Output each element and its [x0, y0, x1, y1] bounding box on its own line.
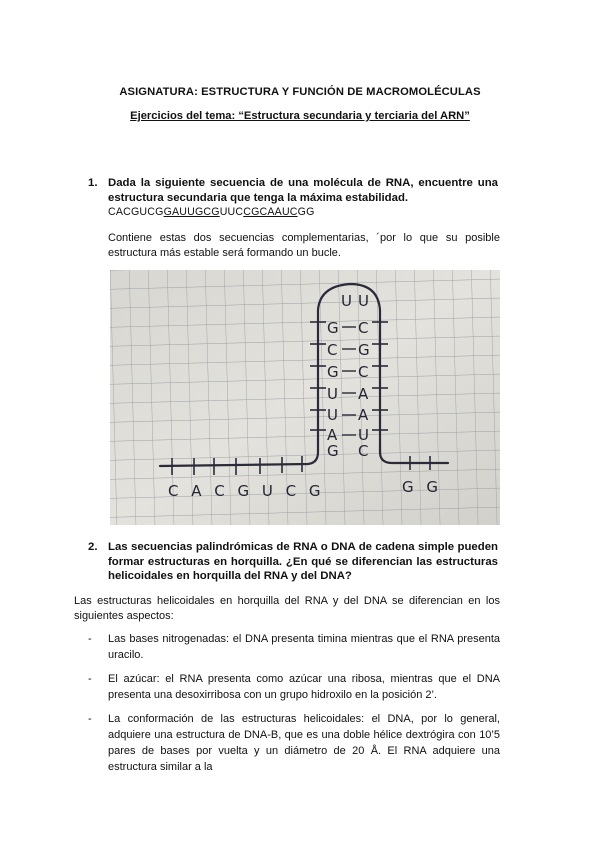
left-arm-base-7: G: [327, 442, 339, 460]
hairpin-photo: [110, 270, 500, 525]
page-title: ASIGNATURA: ESTRUCTURA Y FUNCIÓN DE MACROMOLÉCULAS: [119, 86, 481, 98]
bullet-2: El azúcar: el RNA presenta como azúcar una ribosa, mientras que el DNA presenta una desoxirribosa con un grupo hidroxilo en la posición 2’.: [108, 673, 500, 701]
answer-2-intro: Las estructuras helicoidales en horquilla del RNA y del DNA se diferencian en los siguientes aspectos:: [74, 595, 500, 622]
question-2: [88, 540, 498, 584]
right-arm-base-7: C: [358, 442, 369, 460]
right-arm-base-2: G: [358, 341, 370, 359]
right-arm-base-6: U: [358, 426, 369, 444]
bullet-marker-2: -: [88, 673, 92, 685]
loop-base-1: U: [341, 292, 352, 310]
page-subtitle: Ejercicios del tema: “Estructura secundaria y terciaria del ARN”: [130, 110, 470, 122]
seq-part-4-complementary: CGCAAUC: [243, 206, 298, 218]
right-arm-base-5: A: [358, 406, 369, 424]
question-1: [88, 176, 498, 220]
left-arm-base-6: A: [327, 426, 338, 444]
tail-3-prime: G G: [402, 478, 443, 496]
bullet-1: Las bases nitrogenadas: el DNA presenta timina mientras que el RNA presenta uracilo.: [108, 633, 500, 661]
seq-part-5: GG: [297, 206, 315, 218]
tail-5-prime: C A C G U C G: [168, 482, 325, 500]
loop-base-2: U: [358, 292, 369, 310]
bullet-marker-1: -: [88, 633, 92, 645]
question-2-number: 2.: [88, 541, 98, 553]
seq-part-1: CACGUCG: [108, 206, 164, 218]
left-arm-base-5: U: [327, 406, 338, 424]
rna-sequence: [108, 206, 315, 218]
answer-1: Contiene estas dos secuencias complementarias, ´por lo que su posible estructura más estable será formando un bucle.: [108, 232, 500, 259]
question-1-number: 1.: [88, 177, 98, 189]
right-arm-base-4: A: [358, 385, 369, 403]
bullet-marker-3: -: [88, 713, 92, 725]
bullet-3: La conformación de las estructuras helicoidales: el DNA, por lo general, adquiere una estructura de DNA-B, que es una doble hélice dextrógira con 10’5 pares de bases por vuelta y un diámetro de 20 Å. El RNA adquiere una estructura similar a la: [108, 713, 500, 773]
left-arm-base-1: G: [327, 319, 339, 337]
seq-part-3: UUC: [219, 206, 244, 218]
right-arm-base-1: C: [358, 319, 369, 337]
right-arm-base-3: C: [358, 363, 369, 381]
question-2-text: Las secuencias palindrómicas de RNA o DNA de cadena simple pueden formar estructuras en horquilla. ¿En qué se diferencian las estructuras helicoidales en horquilla del RNA y del DNA?: [108, 541, 498, 582]
left-arm-base-4: U: [327, 385, 338, 403]
seq-part-2-complementary: GAUUGCG: [163, 206, 220, 218]
left-arm-base-3: G: [327, 363, 339, 381]
left-arm-base-2: C: [327, 341, 338, 359]
question-1-text: Dada la siguiente secuencia de una molécula de RNA, encuentre una estructura secundaria que tenga la máxima estabilidad.: [108, 177, 498, 204]
